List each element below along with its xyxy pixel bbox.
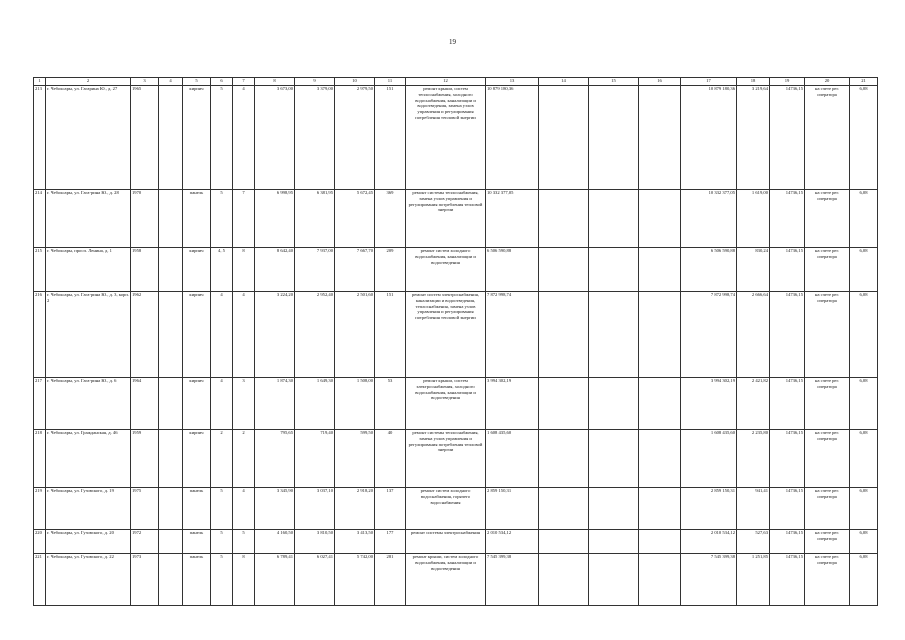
table-cell-col-1: 219 [34,488,46,530]
table-cell-col-13: 7 545 399,38 [486,554,539,606]
table-cell-col-11: 40 [375,430,406,488]
table-cell-col-20: на счете рег. оператора [805,190,850,248]
table-cell-col-10: 2 501,60 [335,292,375,378]
column-number-cell: 7 [233,78,255,86]
table-cell-col-5: панель [183,190,211,248]
table-cell-col-16 [639,378,681,430]
table-cell-col-15 [589,292,639,378]
table-cell-col-8: 6 998,95 [255,190,295,248]
table-cell-col-4 [159,554,183,606]
table-cell-col-13: 2 859 150,31 [486,488,539,530]
table-cell-col-17: 7 545 399,38 [681,554,737,606]
table-cell-col-20: на счете рег. оператора [805,430,850,488]
table-cell-col-16 [639,430,681,488]
column-number-cell: 19 [770,78,805,86]
page-number: 19 [449,38,456,46]
table-cell-col-16 [639,248,681,292]
table-cell-col-4 [159,292,183,378]
column-number-row [34,78,878,86]
table-cell-col-12: ремонт крыши, систем теплоснабжения, холодного водоснабжения, канализации и водоотведения, замена узлов управления и регулирования потребления тепловой энергии [406,86,486,190]
table-cell-col-2: г. Чебоксары, ул. Гражданская, д. 46 [46,430,131,488]
table-cell-col-20: на счете рег. оператора [805,292,850,378]
table-cell-col-17: 3 994 302,19 [681,378,737,430]
table-cell-col-4 [159,530,183,554]
table-cell-col-9: 3 810,50 [295,530,335,554]
table-cell-col-8: 3 673,00 [255,86,295,190]
table-cell-col-12: ремонт систем холодного водоснабжения, канализации и водоотведения [406,248,486,292]
table-cell-col-4 [159,248,183,292]
table-cell-col-18: 830,24 [737,248,770,292]
table-cell-col-1: 220 [34,530,46,554]
table-cell-col-19: 14736,15 [770,378,805,430]
table-cell-col-16 [639,86,681,190]
column-number-cell: 10 [335,78,375,86]
table-cell-col-18: 1 251,85 [737,554,770,606]
table-cell-col-7: 4 [233,488,255,530]
table-cell-col-11: 209 [375,248,406,292]
table-cell-col-2: г. Чебоксары, ул. Гага-рина Ю., д. 6 [46,378,131,430]
column-number-cell: 13 [486,78,539,86]
table-cell-col-20: на счете рег. оператора [805,86,850,190]
table-cell-col-15 [589,248,639,292]
table-cell-col-14 [539,430,589,488]
table-cell-col-15 [589,430,639,488]
table-cell-col-11: 177 [375,530,406,554]
table-cell-col-16 [639,554,681,606]
table-cell-col-21: 6,08 [850,378,878,430]
table-cell-col-7: 7 [233,190,255,248]
table-cell-col-10: 7 667,70 [335,248,375,292]
table-cell-col-16 [639,488,681,530]
table-cell-col-9: 7 937,00 [295,248,335,292]
table-cell-col-3: 1973 [131,554,159,606]
table-cell-col-19: 14736,15 [770,554,805,606]
table-cell-col-12: ремонт крыши, систем электроснабжения, холодного водоснабжения, канализации и водоотведения [406,378,486,430]
table-cell-col-19: 14736,15 [770,488,805,530]
column-number-cell: 11 [375,78,406,86]
table-cell-col-10: 5 742,00 [335,554,375,606]
table-cell-col-5: кирпич [183,86,211,190]
table-cell-col-3: 1962 [131,292,159,378]
table-cell-col-12: ремонт системы электроснабжения [406,530,486,554]
table-cell-col-2: г. Чебоксары, ул. Гузовского, д. 20 [46,530,131,554]
table-row [34,554,878,606]
table-cell-col-8: 795,65 [255,430,295,488]
table-row [34,248,878,292]
table-cell-col-5: кирпич [183,292,211,378]
table-cell-col-14 [539,554,589,606]
table-cell-col-17: 6 506 590,88 [681,248,737,292]
table-cell-col-13: 6 506 590,88 [486,248,539,292]
table-cell-col-18: 1 619,00 [737,190,770,248]
table-cell-col-20: на счете рег. оператора [805,248,850,292]
table-cell-col-21: 6,08 [850,248,878,292]
table-cell-col-19: 14736,15 [770,248,805,292]
table-cell-col-20: на счете рег. оператора [805,554,850,606]
table-cell-col-2: г. Чебоксары, ул. Гагарина Ю., д. 27 [46,86,131,190]
table-cell-col-14 [539,292,589,378]
table-cell-col-9: 6 381,95 [295,190,335,248]
table-cell-col-4 [159,190,183,248]
table-cell-col-9: 3 037,10 [295,488,335,530]
table-cell-col-9: 2 952,40 [295,292,335,378]
table-cell-col-8: 4 160,50 [255,530,295,554]
table-cell-col-10: 2 979,50 [335,86,375,190]
table-cell-col-14 [539,378,589,430]
table-cell-col-6: 4 [211,378,233,430]
table-cell-col-11: 137 [375,488,406,530]
table-cell-col-18: 3 219,64 [737,86,770,190]
table-cell-col-5: кирпич [183,378,211,430]
table-cell-col-18: 2 666,64 [737,292,770,378]
table-cell-col-12: ремонт системы теплоснабжения, замена узлов управления и регулирования потребления тепловой энергии [406,190,486,248]
table-cell-col-17: 1 608 435,60 [681,430,737,488]
table-cell-col-21: 6,08 [850,488,878,530]
table-cell-col-21: 6,08 [850,530,878,554]
table-cell-col-12: ремонт систем электроснабжения, канализации и водоотведения, теплоснабжения, замена узлов управления и регулирования потребления тепловой энергии [406,292,486,378]
table-cell-col-1: 213 [34,86,46,190]
table-row [34,86,878,190]
table-cell-col-19: 14736,15 [770,292,805,378]
table-cell-col-21: 6,08 [850,86,878,190]
table-cell-col-13: 2 010 534,12 [486,530,539,554]
table-cell-col-6: 5 [211,530,233,554]
table-cell-col-14 [539,248,589,292]
table-cell-col-3: 1970 [131,190,159,248]
table-cell-col-17: 10 332 377,05 [681,190,737,248]
table-cell-col-4 [159,488,183,530]
table-cell-col-21: 6,08 [850,430,878,488]
table-cell-col-15 [589,530,639,554]
column-number-cell: 18 [737,78,770,86]
table-cell-col-1: 215 [34,248,46,292]
column-number-cell: 15 [589,78,639,86]
table-cell-col-1: 216 [34,292,46,378]
table-cell-col-11: 151 [375,292,406,378]
column-number-cell: 14 [539,78,589,86]
table-cell-col-11: 151 [375,86,406,190]
table-cell-col-2: г. Чебоксары, ул. Гузовского, д. 22 [46,554,131,606]
table-row [34,430,878,488]
table-cell-col-1: 217 [34,378,46,430]
table-cell-col-5: панель [183,554,211,606]
table-cell-col-7: 4 [233,292,255,378]
table-cell-col-19: 14736,15 [770,430,805,488]
table-cell-col-8: 3 224,20 [255,292,295,378]
table-cell-col-10: 599,50 [335,430,375,488]
repair-program-table [33,77,878,606]
table-cell-col-19: 14736,15 [770,86,805,190]
table-cell-col-17: 2 859 150,31 [681,488,737,530]
table-cell-col-12: ремонт крыши, систем холодного водоснабжения, канализации и водоотведения [406,554,486,606]
table-row [34,488,878,530]
table-cell-col-8: 3 345,90 [255,488,295,530]
table-cell-col-18: 527,63 [737,530,770,554]
column-number-cell: 9 [295,78,335,86]
table-cell-col-19: 14736,15 [770,530,805,554]
table-cell-col-13: 10 332 377,05 [486,190,539,248]
table-cell-col-21: 6,08 [850,554,878,606]
table-row [34,292,878,378]
table-cell-col-4 [159,378,183,430]
table-cell-col-3: 1965 [131,86,159,190]
column-number-cell: 8 [255,78,295,86]
column-number-cell: 3 [131,78,159,86]
table-cell-col-3: 1964 [131,378,159,430]
table-cell-col-8: 1 874,30 [255,378,295,430]
table-cell-col-2: г. Чебоксары, просп. Ленина, д. 1 [46,248,131,292]
table-cell-col-14 [539,530,589,554]
table-cell-col-5: панель [183,530,211,554]
table-cell-col-16 [639,530,681,554]
table-cell-col-13: 3 994 302,19 [486,378,539,430]
table-cell-col-2: г. Чебоксары, ул. Гага-рина Ю., д. 28 [46,190,131,248]
table-cell-col-9: 6 027,41 [295,554,335,606]
table-cell-col-6: 5 [211,554,233,606]
table-cell-col-7: 8 [233,554,255,606]
table-cell-col-7: 5 [233,530,255,554]
table-cell-col-9: 719,40 [295,430,335,488]
table-cell-col-18: 941,41 [737,488,770,530]
table-cell-col-20: на счете рег. оператора [805,378,850,430]
table-cell-col-13: 7 872 998,74 [486,292,539,378]
table-cell-col-7: 4 [233,86,255,190]
column-number-cell: 2 [46,78,131,86]
table-cell-col-14 [539,488,589,530]
table-row [34,190,878,248]
table-cell-col-4 [159,430,183,488]
table-cell-col-1: 218 [34,430,46,488]
column-number-cell: 21 [850,78,878,86]
column-number-cell: 20 [805,78,850,86]
table-cell-col-9: 3 379,00 [295,86,335,190]
table-cell-col-10: 2 918,20 [335,488,375,530]
table-cell-col-10: 1 508,00 [335,378,375,430]
column-number-cell: 16 [639,78,681,86]
table-cell-col-6: 5 [211,190,233,248]
table-cell-col-11: 281 [375,554,406,606]
table-cell-col-11: 53 [375,378,406,430]
table-cell-col-3: 1972 [131,530,159,554]
table-cell-col-12: ремонт системы теплоснабжения, замена узлов управления и регулирования потребления тепловой энергии [406,430,486,488]
table-cell-col-3: 1975 [131,488,159,530]
table-cell-col-1: 214 [34,190,46,248]
table-row [34,378,878,430]
table-cell-col-19: 14736,15 [770,190,805,248]
table-cell-col-17: 7 872 998,74 [681,292,737,378]
column-number-cell: 4 [159,78,183,86]
table-cell-col-15 [589,190,639,248]
table-cell-col-1: 221 [34,554,46,606]
table-cell-col-8: 6 789,41 [255,554,295,606]
table-cell-col-16 [639,190,681,248]
table-cell-col-15 [589,86,639,190]
table-cell-col-11: 369 [375,190,406,248]
column-number-cell: 5 [183,78,211,86]
table-cell-col-15 [589,488,639,530]
table-cell-col-14 [539,190,589,248]
table-cell-col-21: 6,08 [850,190,878,248]
table-cell-col-6: 2 [211,430,233,488]
column-number-cell: 6 [211,78,233,86]
table-row [34,530,878,554]
table-cell-col-5: кирпич [183,430,211,488]
table-cell-col-15 [589,378,639,430]
table-cell-col-7: 2 [233,430,255,488]
table-cell-col-13: 1 608 435,60 [486,430,539,488]
table-cell-col-16 [639,292,681,378]
table-cell-col-6: 4 [211,292,233,378]
column-number-cell: 17 [681,78,737,86]
table-cell-col-12: ремонт систем холодного водоснабжения, горячего водоснабжения [406,488,486,530]
table-cell-col-5: панель [183,488,211,530]
table-cell-col-7: 3 [233,378,255,430]
table-cell-col-15 [589,554,639,606]
table-cell-col-2: г. Чебоксары, ул. Гага-рина Ю., д. 3, корп. 2 [46,292,131,378]
table-cell-col-8: 8 642,40 [255,248,295,292]
table-cell-col-6: 5 [211,86,233,190]
table-cell-col-6: 4, 5 [211,248,233,292]
table-cell-col-17: 10 879 180,36 [681,86,737,190]
table-cell-col-20: на счете рег. оператора [805,530,850,554]
table-cell-col-2: г. Чебоксары, ул. Гузовского, д. 19 [46,488,131,530]
table-cell-col-9: 1 649,30 [295,378,335,430]
table-cell-col-18: 2 421,82 [737,378,770,430]
table-cell-col-21: 6,08 [850,292,878,378]
table-cell-col-18: 2 235,80 [737,430,770,488]
column-number-cell: 1 [34,78,46,86]
table-cell-col-3: 1958 [131,248,159,292]
table-cell-col-17: 2 010 534,12 [681,530,737,554]
table-cell-col-7: 8 [233,248,255,292]
table-cell-col-14 [539,86,589,190]
table-cell-col-5: кирпич [183,248,211,292]
table-cell-col-10: 5 672,45 [335,190,375,248]
table-cell-col-10: 3 413,50 [335,530,375,554]
column-number-cell: 12 [406,78,486,86]
table-cell-col-3: 1959 [131,430,159,488]
table-cell-col-4 [159,86,183,190]
table-cell-col-20: на счете рег. оператора [805,488,850,530]
table-cell-col-13: 10 879 180,36 [486,86,539,190]
table-cell-col-6: 5 [211,488,233,530]
